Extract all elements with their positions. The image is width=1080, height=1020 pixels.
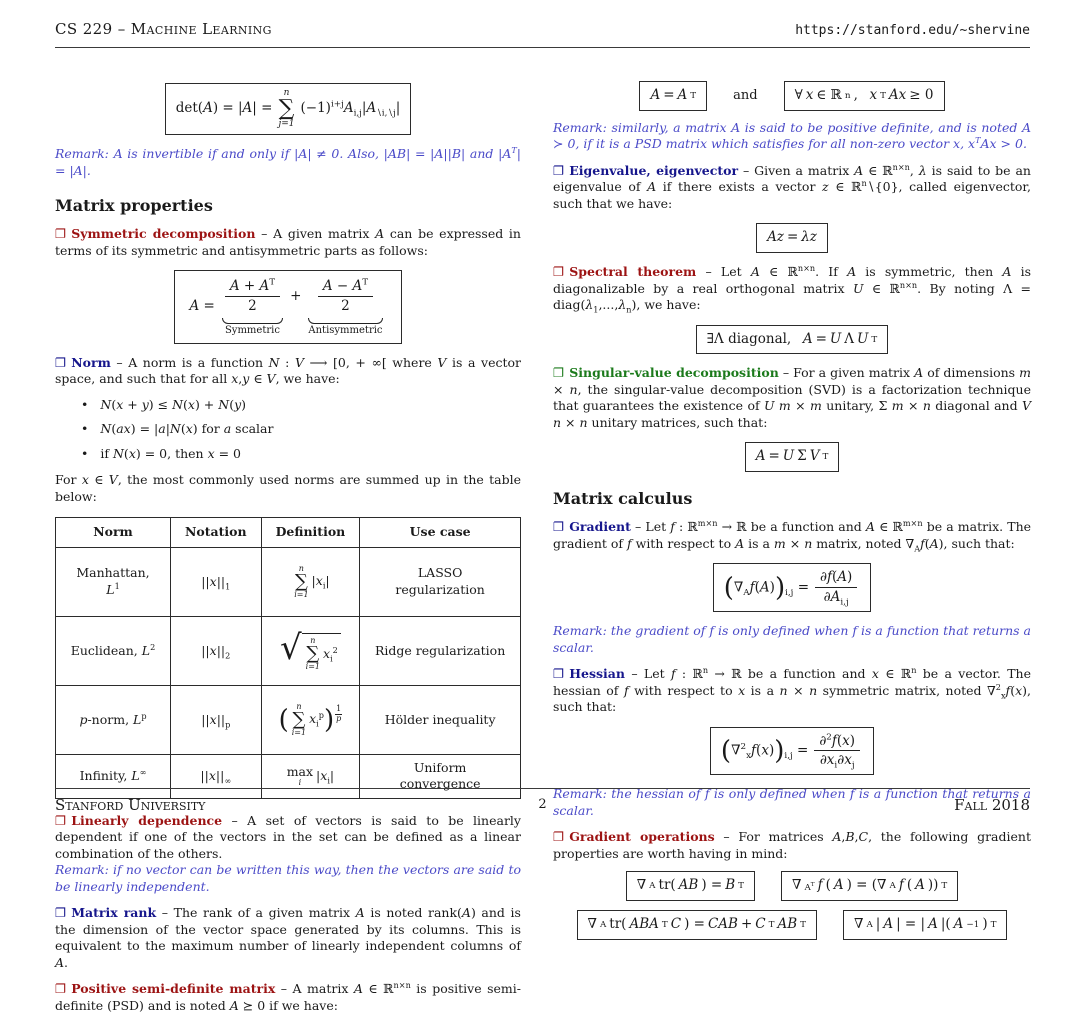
list-item: • if N(x) = 0, then x = 0 (81, 445, 242, 461)
linearly-dependence-section (55, 813, 521, 863)
section-body: – Let f : ℝ$^n$ → ℝ be a function and x ∈ ℝ$^n$ be a vector. The hessian of f with respect to x is a n × n symmetric matrix, noted ∇$^2_x$f(x), such that: (553, 664, 1031, 715)
section-title: Singular-value decomposition (569, 365, 779, 381)
section-body: – A matrix A ∈ ℝ$^{n\times n}$ is positive semi-definite (PSD) and is noted A ⪰ 0 if we have: (55, 980, 521, 1013)
exponent-fraction: $\frac{1}{p}$ (336, 704, 342, 724)
section-title: Spectral theorem (569, 264, 697, 280)
bullet-icon: • (81, 396, 89, 412)
section-marker-icon: ❐ (553, 264, 565, 280)
gradient-formula-row (553, 563, 1031, 612)
section-body: – A set of vectors is said to be linearly dependent if one of the vectors in the set can be defined as a linear combination of the others. (55, 812, 521, 861)
spectral-formula-row (553, 325, 1031, 355)
section-marker-icon: ❐ (553, 666, 565, 682)
table-row: Euclidean, $L^2$ $||x||_2$ √ n ∑ i=1 $x_i^2$ Ridge regularization (56, 616, 521, 685)
sum-symbol: n ∑ j=1 (278, 88, 295, 129)
section-body: – Let A ∈ ℝ$^{n\times n}$. If A is symmetric, then A is diagonalizable by a real orthogonal matrix U ∈ ℝ$^{n\times n}$. By noting $\Lambda = diag(\lambda_1,...,\lambda_n)$, we have: (553, 262, 1032, 315)
section-marker-icon: ❐ (55, 981, 67, 997)
section-body: – For matrices A,B,C, the following gradient properties are worth having in mind: (553, 829, 1031, 861)
determinant-formula-row (55, 83, 521, 135)
determinant-formula-box (165, 83, 412, 135)
eigenvalue-formula-row (553, 223, 1031, 253)
section-marker-icon: ❐ (553, 162, 565, 178)
section-body: – A norm is a function N : V ⟶ [0, + ∞[ where V is a vector space, and such that for all x,y ∈ V, we have: (55, 354, 521, 387)
psd-condition-box-2: ∀ x ∈ ℝ n , x T Ax ≥ 0 (784, 81, 945, 111)
hessian-remark: Remark: the hessian of f is only defined when f is a function that returns a scalar. (553, 786, 1031, 818)
bullet-icon: • (81, 445, 89, 461)
hessian-formula-box: $(\nabla^2_xf(x))_{i,j}$ = $\frac{\partial^2f(x)}{\partial x_i\partial x_j}$ (710, 727, 874, 776)
norm-table-intro: For x ∈ V, the most commonly used norms are summed up in the table below: (55, 472, 521, 504)
column-header: Notation (170, 518, 261, 548)
spectral-formula-box: ∃Λ diagonal, A = U Λ U T (696, 325, 889, 355)
eigenvalue-formula-box: Az = λz (756, 223, 828, 253)
right-column (553, 72, 1031, 949)
section-title: Gradient (569, 519, 631, 535)
section-marker-icon: ❐ (55, 812, 67, 828)
section-title: Gradient operations (569, 829, 715, 845)
psd-condition-box-1: A = A T (639, 81, 707, 111)
and-text: and (733, 88, 758, 104)
list-item: • N(ax) = |a|N(x) for a scalar (81, 421, 274, 437)
partial-derivative-fraction: $\frac{\partial^2f(x)}{\partial x_i\partial x_j}$ (814, 733, 860, 770)
section-title: Symmetric decomposition (71, 226, 256, 242)
norm-section (55, 355, 521, 388)
gradient-remark: Remark: the gradient of f is only defined when f is a function that returns a scalar. (553, 623, 1031, 655)
institution-name: Stanford University (55, 796, 206, 814)
matrix-properties-heading: Matrix properties (55, 196, 213, 215)
hessian-formula-row (553, 727, 1031, 776)
det-rhs: $(-1)^{i+j}A_{i,j}|A_{∖i,∖j}|$ (300, 99, 401, 119)
list-item: • N(x + y) ≤ N(x) + N(y) (81, 396, 247, 412)
positive-semi-definite-section (55, 981, 521, 1014)
spectral-theorem-section (553, 264, 1031, 314)
underbrace (308, 318, 382, 324)
section-marker-icon: ❐ (553, 829, 565, 845)
symmetric-formula-box: A = $\frac{A + A^T}{2}$ Symmetric + $\frac{A - A^T}{2}$ Antisymmetric (174, 270, 401, 344)
norm-table (55, 517, 521, 799)
svd-section (553, 365, 1031, 431)
gradient-op-box: ∇ A tr( AB ) = B T (626, 871, 755, 901)
det-lhs: det(A) = |A| = (175, 100, 273, 117)
column-header: Norm (56, 518, 171, 548)
left-column (55, 72, 521, 1020)
table-row: Manhattan, $L^1$ $||x||_1$ n ∑ i=1 $|x_i|$ LASSO regularization (56, 547, 521, 616)
determinant-remark: Remark: A is invertible if and only if |A| ≠ 0. Also, |AB| = |A||B| and $|A^T| = |A|$. (55, 144, 521, 178)
gradient-op-box: ∇ A | A | = | A |( A −1 ) T (843, 910, 1007, 940)
table-header-row (56, 518, 521, 548)
norm-properties-list (81, 397, 521, 463)
column-header: Definition (261, 518, 360, 548)
sum-symbol: n ∑ i=1 (294, 563, 309, 599)
page-number: 2 (538, 797, 547, 812)
psd-conditions-row (553, 81, 1031, 111)
svd-formula-row (553, 442, 1031, 472)
gradient-operations-section (553, 829, 1031, 862)
square-root: √ n ∑ i=1 $x_i^2$ (280, 631, 341, 671)
author-url-link[interactable]: https://stanford.edu/~shervine (795, 23, 1030, 38)
psd-remark: Remark: similarly, a matrix A is said to be positive definite, and is noted A ≻ 0, if it is a PSD matrix which satisfies for all non-zero vector x, $x^TAx > 0$. (553, 119, 1031, 152)
section-body: – For a given matrix A of dimensions m × n, the singular-value decomposition (SVD) is a factorization technique that guarantees the existence of U m × m unitary, Σ m × n diagonal and V n × n unitary matrices, such that: (553, 365, 1032, 430)
section-marker-icon: ❐ (553, 365, 565, 381)
section-body: – Let f : ℝ$^{m\times n}$ → ℝ be a function and A ∈ ℝ$^{m\times n}$ be a matrix. The gradient of f with respect to A is a m × n matrix, noted $\nabla_Af(A)$, such that: (553, 518, 1032, 554)
gradient-formula-box: $(\nabla_Af(A))_{i,j}$ = $\frac{\partial f(A)}{\partial A_{i,j}}$ (713, 563, 872, 612)
section-title: Hessian (569, 666, 625, 682)
bullet-icon: • (81, 421, 89, 437)
underbrace (222, 318, 283, 324)
section-title: Positive semi-definite matrix (71, 981, 276, 997)
section-marker-icon: ❐ (553, 519, 565, 535)
section-marker-icon: ❐ (55, 354, 67, 370)
page-footer (55, 788, 1030, 816)
symmetric-decomposition-section (55, 226, 521, 259)
section-title: Eigenvalue, eigenvector (569, 162, 739, 178)
section-body: – The rank of a given matrix A is noted rank(A) and is the dimension of the vector space generated by its columns. This is equivalent to the maximum number of linearly independent columns of A. (55, 905, 521, 970)
linearly-dependence-remark: Remark: if no vector can be written this way, then the vectors are said to be linearly independent. (55, 862, 521, 894)
symmetric-formula-row (55, 270, 521, 344)
partial-derivative-fraction: $\frac{\partial f(A)}{\partial A_{i,j}}$ (815, 569, 857, 606)
max-operator: max i (286, 764, 314, 787)
symmetric-part-fraction: $\frac{A + A^T}{2}$ Symmetric (222, 278, 283, 336)
gradient-ops-row-2 (553, 910, 1031, 940)
antisymmetric-part-fraction: $\frac{A - A^T}{2}$ Antisymmetric (308, 277, 383, 336)
table-row: Infinity, L∞ $||x||_\infty$ max i $|x_i|$ Uniform convergence (56, 754, 521, 798)
matrix-calculus-heading: Matrix calculus (553, 489, 693, 509)
eigenvalue-section (553, 163, 1031, 213)
table-row: p-norm, $L^p$ $||x||_p$ ( n ∑ i=1 $x_i^p$) $\frac{1}{p}$ Hölder inequality (56, 685, 521, 754)
column-header: Use case (360, 518, 521, 548)
matrix-rank-section (55, 905, 521, 971)
hessian-section (553, 666, 1031, 716)
svd-formula-box: A = U Σ V T (745, 442, 840, 472)
gradient-ops-row-1 (553, 871, 1031, 901)
course-title: CS 229 – Machine Learning (55, 20, 272, 38)
gradient-op-box: ∇ A tr( ABA T C ) = CAB + C T AB T (577, 910, 817, 940)
section-title: Norm (71, 354, 111, 370)
page-header (55, 20, 1030, 48)
section-body: – A given matrix A can be expressed in terms of its symmetric and antisymmetric parts as follows: (55, 226, 521, 258)
gradient-section (553, 519, 1031, 552)
gradient-op-box: ∇ $A^T$ f ( A ) = (∇ A f ( A )) T (781, 871, 958, 901)
section-title: Matrix rank (71, 905, 157, 921)
term-label: Fall 2018 (954, 796, 1030, 814)
section-body: – Given a matrix A ∈ ℝ$^{n\times n}$, λ is said to be an eigenvalue of A if there exists a vector z ∈ ℝ$^n$∖{0}, called eigenvector, such that we have: (553, 161, 1032, 211)
section-marker-icon: ❐ (55, 226, 67, 242)
section-marker-icon: ❐ (55, 905, 67, 921)
section-title: Linearly dependence (71, 812, 223, 828)
